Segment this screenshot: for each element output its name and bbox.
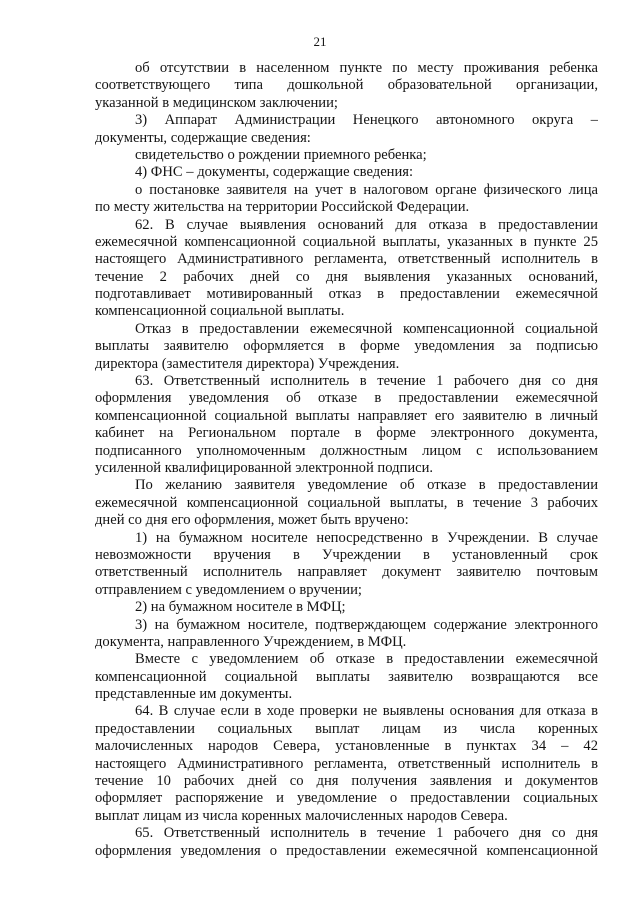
text-line: компенсационной социальной выплаты направляет его заявителю в личный [95, 407, 598, 424]
text-line: 1) на бумажном носителе непосредственно в Учреждении. В случае [135, 529, 598, 546]
text-line: 62. В случае выявления оснований для отказа в предоставлении [135, 216, 598, 233]
text-line: кабинет на Региональном портале в форме электронного документа, [95, 425, 598, 442]
text-line: 4) ФНС – документы, содержащие сведения: [135, 164, 414, 181]
text-line: предоставлении социальных выплат лицам из числа коренных [95, 720, 598, 737]
text-line: усиленной квалифицированной электронной подписи. [95, 459, 434, 476]
text-line: компенсационной социальной выплаты. [95, 303, 345, 320]
text-line: свидетельство о рождении приемного ребенка; [135, 146, 427, 163]
text-line: 3) Аппарат Администрации Ненецкого автономного округа – [135, 112, 598, 129]
text-line: малочисленных народов Севера, установленные в пунктах 34 – 42 [95, 738, 598, 755]
text-line: 64. В случае если в ходе проверки не выявлены основания для отказа в [135, 703, 598, 720]
text-line: выплаты заявителю оформляется в форме уведомления за подписью [95, 338, 598, 355]
text-line: по месту жительства на территории Российской Федерации. [95, 199, 470, 216]
text-line: ежемесячной компенсационной социальной выплаты, указанных в пункте 25 [95, 233, 598, 250]
document-body [95, 60, 598, 860]
text-line: документы, содержащие сведения: [95, 129, 311, 146]
text-line: отправлением с уведомлением о вручении; [95, 581, 362, 598]
text-line: оформления уведомления об отказе в предоставлении ежемесячной [95, 390, 598, 407]
text-line: компенсационной социальной выплаты заявителю возвращаются все [95, 668, 598, 685]
text-line: 2) на бумажном носителе в МФЦ; [135, 599, 346, 616]
text-line: подготавливает мотивированный отказ в предоставлении ежемесячной [95, 286, 598, 303]
text-line: директора (заместителя директора) Учреждения. [95, 355, 400, 372]
text-line: подписанного уполномоченным должностным лицом с использованием [95, 442, 598, 459]
text-line: дней со дня его оформления, может быть вручено: [95, 512, 409, 529]
text-line: оформления уведомления о предоставлении ежемесячной компенсационной [95, 842, 598, 859]
text-line: настоящего Административного регламента, ответственный исполнитель в [95, 251, 598, 268]
text-line: 3) на бумажном носителе, подтверждающем содержание электронного [135, 616, 598, 633]
text-line: настоящего Административного регламента, ответственный исполнитель в [95, 755, 598, 772]
text-line: течение 2 рабочих дней со дня выявления указанных оснований, [95, 268, 598, 285]
text-line: представленные им документы. [95, 686, 293, 703]
text-line: течение 10 рабочих дней со дня получения заявления и документов [95, 773, 598, 790]
page-number: 21 [313, 34, 327, 49]
text-line: выплат лицам из числа коренных малочисленных народов Севера. [95, 807, 508, 824]
text-line: невозможности вручения в Учреждении в установленный срок [95, 546, 598, 563]
text-line: По желанию заявителя уведомление об отказе в предоставлении [135, 477, 598, 494]
text-line: 63. Ответственный исполнитель в течение 1 рабочего дня со дня [135, 373, 598, 390]
text-line: ежемесячной компенсационной социальной выплаты, в течение 3 рабочих [95, 494, 598, 511]
text-line: соответствующего типа дошкольной образовательной организации, [95, 77, 598, 94]
text-line: оформляет распоряжение и уведомление о предоставлении социальных [95, 790, 598, 807]
text-line: о постановке заявителя на учет в налоговом органе физического лица [135, 181, 598, 198]
text-line: документа, направленного Учреждением, в МФЦ. [95, 633, 407, 650]
text-line: ответственный исполнитель направляет документ заявителю почтовым [95, 564, 598, 581]
text-line: Отказ в предоставлении ежемесячной компенсационной социальной [135, 320, 598, 337]
text-line: Вместе с уведомлением об отказе в предоставлении ежемесячной [135, 651, 598, 668]
text-line: указанной в медицинском заключении; [95, 94, 338, 111]
text-line: об отсутствии в населенном пункте по месту проживания ребенка [135, 60, 598, 76]
text-line: 65. Ответственный исполнитель в течение 1 рабочего дня со дня [135, 825, 598, 842]
